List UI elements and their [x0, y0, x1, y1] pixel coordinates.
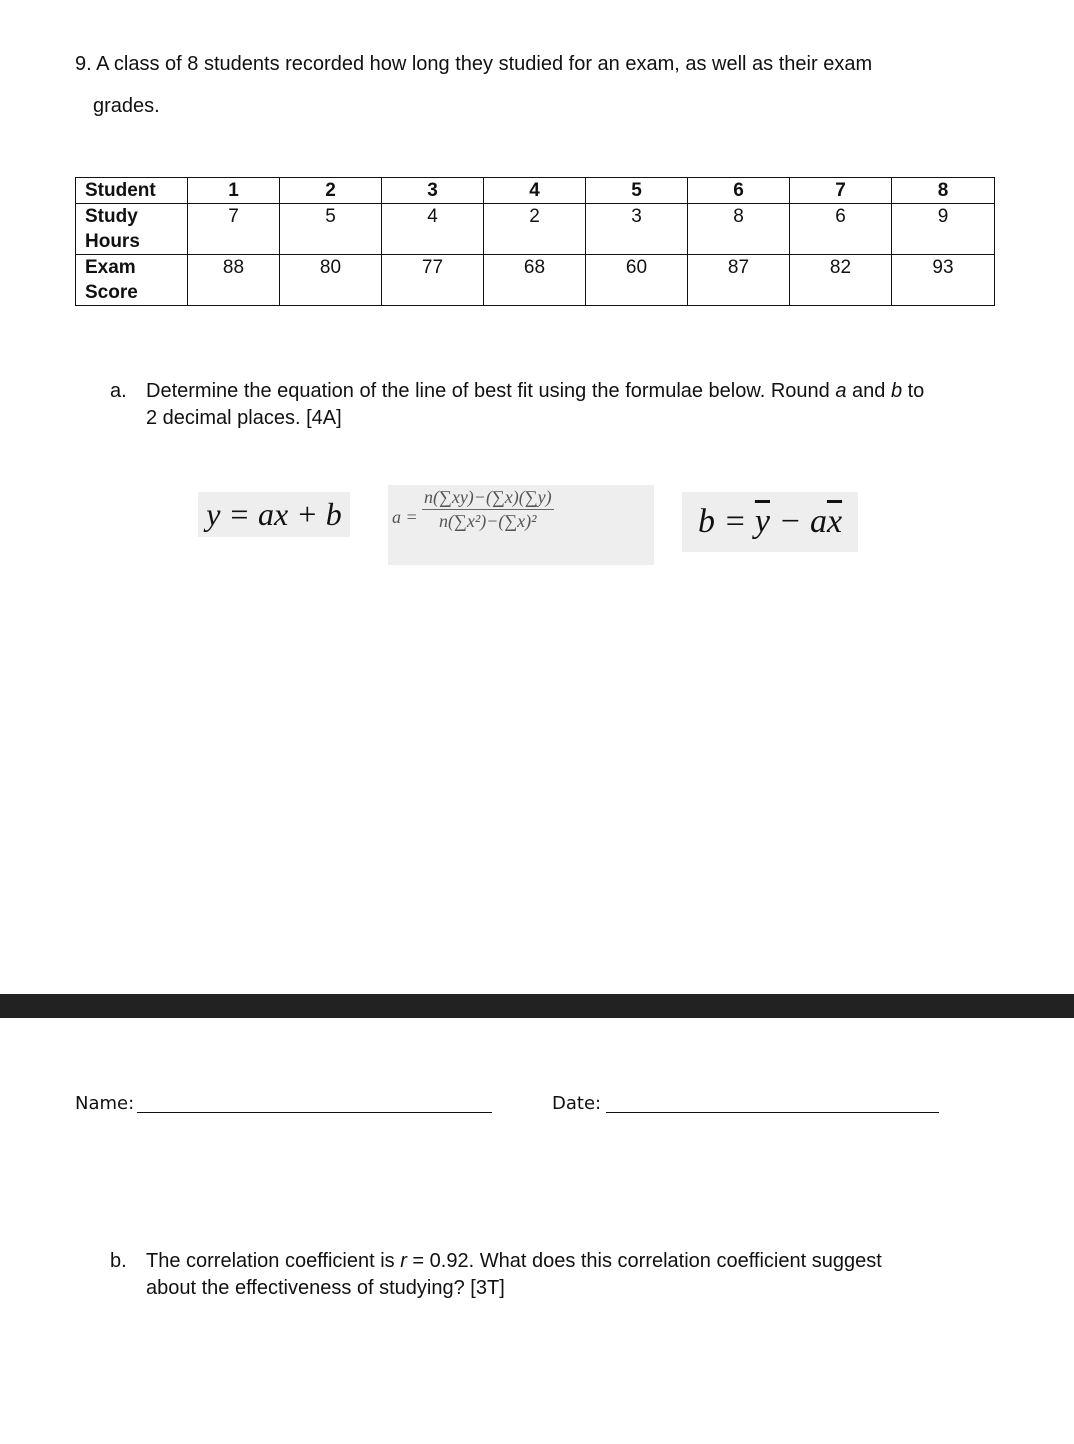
student-number: 2	[280, 178, 382, 204]
part-a-text-end: to	[902, 380, 925, 402]
data-table	[75, 177, 995, 306]
row-header-line: Exam	[85, 257, 136, 278]
part-b-question	[110, 1248, 1010, 1308]
student-number: 3	[382, 178, 484, 204]
intercept-minus: − a	[770, 503, 827, 540]
date-field-line[interactable]	[606, 1112, 939, 1113]
variable-a: a	[835, 380, 847, 402]
line-equation-text: y = ax + b	[206, 496, 342, 532]
student-number: 8	[892, 178, 995, 204]
row-header-line: Study	[85, 206, 138, 227]
intercept-formula	[682, 492, 858, 552]
variable-b: b	[890, 380, 903, 402]
study-hours-cell: 3	[586, 204, 688, 255]
student-number: 6	[688, 178, 790, 204]
exam-score-cell: 87	[688, 255, 790, 306]
study-hours-cell: 8	[688, 204, 790, 255]
question-text-line-2: grades.	[93, 95, 160, 117]
study-hours-cell: 5	[280, 204, 382, 255]
part-b-text-line-2: about the effectiveness of studying? [3T]	[146, 1277, 505, 1299]
student-number: 5	[586, 178, 688, 204]
intercept-lhs: b =	[697, 503, 755, 540]
student-row	[76, 178, 995, 204]
part-b-label: b.	[110, 1250, 127, 1272]
slope-numerator: n(∑xy)−(∑x)(∑y)	[422, 487, 554, 510]
student-number: 1	[188, 178, 280, 204]
study-hours-row	[76, 204, 995, 255]
slope-formula-lhs: a =	[392, 507, 418, 527]
study-hours-cell: 7	[188, 204, 280, 255]
date-label: Date:	[552, 1093, 602, 1114]
exam-score-row	[76, 255, 995, 306]
part-a-label: a.	[110, 380, 127, 402]
part-b-text-end: = 0.92. What does this correlation coefficient suggest	[406, 1250, 882, 1272]
study-hours-cell: 6	[790, 204, 892, 255]
row-header-exam-score	[76, 255, 188, 306]
part-a-text-line-2: 2 decimal places. [4A]	[146, 407, 342, 429]
part-b-text-start: The correlation coefficient is	[146, 1250, 401, 1272]
page-divider-band	[0, 994, 1074, 1018]
part-a-text-start: Determine the equation of the line of best fit using the formulae below. Round	[146, 380, 836, 402]
exam-score-cell: 77	[382, 255, 484, 306]
study-hours-cell: 9	[892, 204, 995, 255]
slope-denominator: n(∑x²)−(∑x)²	[439, 511, 537, 531]
exam-score-cell: 60	[586, 255, 688, 306]
part-a-text	[146, 378, 924, 432]
y-bar: $\overline{y}$	[754, 503, 770, 540]
row-header-line: Hours	[85, 231, 140, 252]
slope-fraction	[422, 487, 554, 532]
exam-score-cell: 93	[892, 255, 995, 306]
name-label: Name:	[75, 1093, 135, 1114]
question-text-line-1: 9. A class of 8 students recorded how long they studied for an exam, as well as their exam	[75, 53, 873, 75]
name-field-line[interactable]	[137, 1112, 492, 1113]
row-header-student: Student	[76, 178, 188, 204]
exam-score-cell: 88	[188, 255, 280, 306]
row-header-study-hours	[76, 204, 188, 255]
student-number: 7	[790, 178, 892, 204]
exam-score-cell: 82	[790, 255, 892, 306]
student-number: 4	[484, 178, 586, 204]
line-equation-formula	[198, 492, 350, 537]
part-a-text-mid: and	[846, 380, 891, 402]
row-header-line: Score	[85, 282, 138, 303]
x-bar: $\overline{x}$	[826, 503, 843, 540]
part-a-question	[110, 378, 1010, 438]
exam-score-cell: 80	[280, 255, 382, 306]
exam-score-cell: 68	[484, 255, 586, 306]
slope-formula	[388, 485, 654, 565]
study-hours-cell: 4	[382, 204, 484, 255]
variable-r: r	[400, 1250, 407, 1272]
part-b-text	[146, 1248, 882, 1302]
study-hours-cell: 2	[484, 204, 586, 255]
